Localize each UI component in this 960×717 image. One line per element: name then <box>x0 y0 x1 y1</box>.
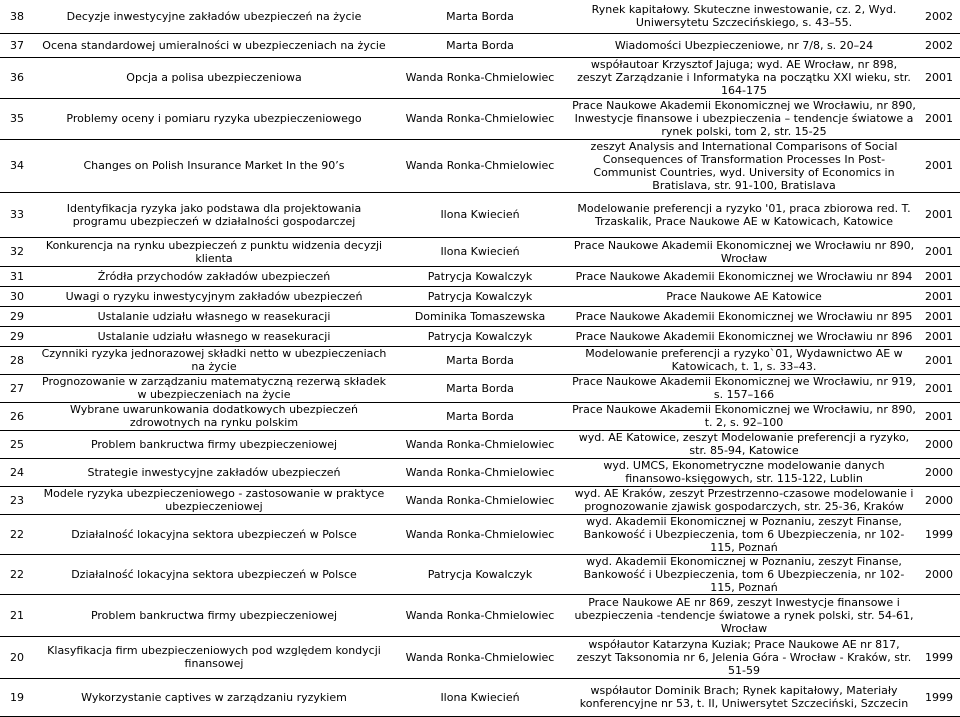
row-number: 31 <box>0 266 38 286</box>
row-number: 29 <box>0 326 38 346</box>
row-publication: wyd. UMCS, Ekonometryczne modelowanie danych finansowo-księgowych, str. 115-122, Lublin <box>570 458 918 486</box>
row-publication: wyd. Akademii Ekonomicznej w Poznaniu, zeszyt Finanse, Bankowość i Ubezpieczenia, tom 6 Ubezpieczenia, nr 102-115, Poznań <box>570 554 918 594</box>
row-year: 2002 <box>918 33 960 57</box>
row-publication: Modelowanie preferencji a ryzyko`01, Wydawnictwo AE w Katowicach, t. 1, s. 33–43. <box>570 346 918 374</box>
row-author: Wanda Ronka-Chmielowiec <box>390 98 570 139</box>
row-author: Wanda Ronka-Chmielowiec <box>390 139 570 192</box>
row-author: Wanda Ronka-Chmielowiec <box>390 514 570 554</box>
row-title: Działalność lokacyjna sektora ubezpieczeń w Polsce <box>38 554 390 594</box>
table-row <box>0 486 960 514</box>
row-publication: współautor Katarzyna Kuziak; Prace Naukowe AE nr 817, zeszyt Taksonomia nr 6, Jelenia Góra - Wrocław - Kraków, str. 51-59 <box>570 636 918 678</box>
row-year: 2000 <box>918 458 960 486</box>
table-row <box>0 678 960 716</box>
row-author: Patrycja Kowalczyk <box>390 326 570 346</box>
row-author: Marta Borda <box>390 0 570 33</box>
row-number: 34 <box>0 139 38 192</box>
row-title: Problem bankructwa firmy ubezpieczeniowej <box>38 430 390 458</box>
row-year: 2001 <box>918 139 960 192</box>
row-number: 22 <box>0 554 38 594</box>
table-row <box>0 458 960 486</box>
row-title: Wykorzystanie captives w zarządzaniu ryzykiem <box>38 678 390 716</box>
table-row <box>0 57 960 98</box>
row-year <box>918 594 960 636</box>
row-title: Źródła przychodów zakładów ubezpieczeń <box>38 266 390 286</box>
row-title: Konkurencja na rynku ubezpieczeń z punktu widzenia decyzji klienta <box>38 237 390 266</box>
row-title: Strategie inwestycyjne zakładów ubezpieczeń <box>38 458 390 486</box>
row-publication: Prace Naukowe Akademii Ekonomicznej we Wrocławiu, nr 890, t. 2, s. 92–100 <box>570 402 918 430</box>
row-year: 2002 <box>918 0 960 33</box>
row-number: 28 <box>0 346 38 374</box>
row-number: 37 <box>0 33 38 57</box>
row-author: Wanda Ronka-Chmielowiec <box>390 430 570 458</box>
row-number: 36 <box>0 57 38 98</box>
row-title: Klasyfikacja firm ubezpieczeniowych pod względem kondycji finansowej <box>38 636 390 678</box>
row-publication: Prace Naukowe AE nr 869, zeszyt Inwestycje finansowe i ubezpieczenia -tendencje światowe a rynek polski, str. 54-61, Wrocław <box>570 594 918 636</box>
row-year: 2001 <box>918 326 960 346</box>
row-title: Identyfikacja ryzyka jako podstawa dla projektowania programu ubezpieczeń w działalności gospodarczej <box>38 192 390 237</box>
row-publication: współautor Dominik Brach; Rynek kapitałowy, Materiały konferencyjne nr 53, t. II, Uniwersytet Szczeciński, Szczecin <box>570 678 918 716</box>
row-title: Ustalanie udziału własnego w reasekuracji <box>38 326 390 346</box>
table-row <box>0 192 960 237</box>
row-title: Changes on Polish Insurance Market In the 90’s <box>38 139 390 192</box>
row-author: Wanda Ronka-Chmielowiec <box>390 636 570 678</box>
row-year: 2001 <box>918 286 960 306</box>
row-publication: Modelowanie preferencji a ryzyko '01, praca zbiorowa red. T. Trzaskalik, Prace Naukowe AE w Katowicach, Katowice <box>570 192 918 237</box>
table-row <box>0 0 960 33</box>
row-number: 33 <box>0 192 38 237</box>
table-row <box>0 266 960 286</box>
row-publication: Prace Naukowe Akademii Ekonomicznej we Wrocławiu, nr 919, s. 157–166 <box>570 374 918 402</box>
row-title: Prognozowanie w zarządzaniu matematyczną rezerwą składek w ubezpieczeniach na życie <box>38 374 390 402</box>
row-title: Ustalanie udziału własnego w reasekuracji <box>38 306 390 326</box>
table-row <box>0 98 960 139</box>
row-year: 1999 <box>918 514 960 554</box>
table-row <box>0 306 960 326</box>
row-publication: Prace Naukowe Akademii Ekonomicznej we Wrocławiu nr 895 <box>570 306 918 326</box>
row-number: 24 <box>0 458 38 486</box>
row-year: 2001 <box>918 237 960 266</box>
row-number: 35 <box>0 98 38 139</box>
row-publication: Prace Naukowe AE Katowice <box>570 286 918 306</box>
row-number: 26 <box>0 402 38 430</box>
row-number: 25 <box>0 430 38 458</box>
row-number: 21 <box>0 594 38 636</box>
row-number: 29 <box>0 306 38 326</box>
row-number: 22 <box>0 514 38 554</box>
row-publication: wyd. AE Kraków, zeszyt Przestrzenno-czasowe modelowanie i prognozowanie zjawisk gospodarczych, str. 25-36, Kraków <box>570 486 918 514</box>
row-author: Patrycja Kowalczyk <box>390 554 570 594</box>
row-year: 2000 <box>918 554 960 594</box>
row-title: Problemy oceny i pomiaru ryzyka ubezpieczeniowego <box>38 98 390 139</box>
row-year: 2001 <box>918 346 960 374</box>
row-publication: Wiadomości Ubezpieczeniowe, nr 7/8, s. 20–24 <box>570 33 918 57</box>
row-title: Uwagi o ryzyku inwestycyjnym zakładów ubezpieczeń <box>38 286 390 306</box>
row-author: Ilona Kwiecień <box>390 237 570 266</box>
row-year: 2001 <box>918 57 960 98</box>
table-row <box>0 139 960 192</box>
row-number: 23 <box>0 486 38 514</box>
table-row <box>0 514 960 554</box>
table-row <box>0 346 960 374</box>
row-publication: wyd. Akademii Ekonomicznej w Poznaniu, zeszyt Finanse, Bankowość i Ubezpieczenia, tom 6 Ubezpieczenia, nr 102-115, Poznań <box>570 514 918 554</box>
row-number: 38 <box>0 0 38 33</box>
row-publication: Rynek kapitałowy. Skuteczne inwestowanie, cz. 2, Wyd. Uniwersytetu Szczecińskiego, s. 43–55. <box>570 0 918 33</box>
row-author: Ilona Kwiecień <box>390 192 570 237</box>
row-author: Patrycja Kowalczyk <box>390 286 570 306</box>
row-year: 2001 <box>918 306 960 326</box>
row-year: 1999 <box>918 636 960 678</box>
table-row <box>0 554 960 594</box>
table-row <box>0 430 960 458</box>
row-title: Modele ryzyka ubezpieczeniowego - zastosowanie w praktyce ubezpieczeniowej <box>38 486 390 514</box>
row-title: Decyzje inwestycyjne zakładów ubezpieczeń na życie <box>38 0 390 33</box>
row-year: 2001 <box>918 192 960 237</box>
table-row <box>0 33 960 57</box>
row-number: 32 <box>0 237 38 266</box>
row-publication: współautoar Krzysztof Jajuga; wyd. AE Wrocław, nr 898, zeszyt Zarządzanie i Informatyka na początku XXI wieku, str. 164-175 <box>570 57 918 98</box>
row-title: Wybrane uwarunkowania dodatkowych ubezpieczeń zdrowotnych na rynku polskim <box>38 402 390 430</box>
row-author: Wanda Ronka-Chmielowiec <box>390 486 570 514</box>
row-author: Marta Borda <box>390 402 570 430</box>
row-year: 2001 <box>918 98 960 139</box>
row-number: 30 <box>0 286 38 306</box>
row-year: 2000 <box>918 486 960 514</box>
row-author: Patrycja Kowalczyk <box>390 266 570 286</box>
row-number: 19 <box>0 678 38 716</box>
row-author: Wanda Ronka-Chmielowiec <box>390 458 570 486</box>
row-title: Działalność lokacyjna sektora ubezpieczeń w Polsce <box>38 514 390 554</box>
row-author: Ilona Kwiecień <box>390 678 570 716</box>
table-row <box>0 636 960 678</box>
row-author: Dominika Tomaszewska <box>390 306 570 326</box>
row-title: Opcja a polisa ubezpieczeniowa <box>38 57 390 98</box>
table-row <box>0 237 960 266</box>
row-year: 1999 <box>918 678 960 716</box>
row-year: 2000 <box>918 430 960 458</box>
row-title: Ocena standardowej umieralności w ubezpieczeniach na życie <box>38 33 390 57</box>
row-year: 2001 <box>918 402 960 430</box>
row-author: Marta Borda <box>390 374 570 402</box>
row-publication: Prace Naukowe Akademii Ekonomicznej we Wrocławiu nr 890, Wrocław <box>570 237 918 266</box>
row-title: Problem bankructwa firmy ubezpieczeniowej <box>38 594 390 636</box>
row-number: 27 <box>0 374 38 402</box>
table-row <box>0 286 960 306</box>
row-publication: Prace Naukowe Akademii Ekonomicznej we Wrocławiu nr 896 <box>570 326 918 346</box>
row-title: Czynniki ryzyka jednorazowej składki netto w ubezpieczeniach na życie <box>38 346 390 374</box>
row-publication: Prace Naukowe Akademii Ekonomicznej we Wrocławiu, nr 890, Inwestycje finansowe i ubezpieczenia – tendencje światowe a rynek polski, tom 2, str. 15-25 <box>570 98 918 139</box>
row-year: 2001 <box>918 266 960 286</box>
table-row <box>0 326 960 346</box>
row-publication: wyd. AE Katowice, zeszyt Modelowanie preferencji a ryzyko, str. 85-94, Katowice <box>570 430 918 458</box>
row-author: Marta Borda <box>390 33 570 57</box>
row-publication: zeszyt Analysis and International Comparisons of Social Consequences of Transformation Processes In Post-Communist Countries, wyd. University of Economics in Bratislava, str. 91-100, Bratislava <box>570 139 918 192</box>
table-row <box>0 594 960 636</box>
row-author: Wanda Ronka-Chmielowiec <box>390 57 570 98</box>
row-publication: Prace Naukowe Akademii Ekonomicznej we Wrocławiu nr 894 <box>570 266 918 286</box>
table-row <box>0 402 960 430</box>
row-number: 20 <box>0 636 38 678</box>
row-author: Wanda Ronka-Chmielowiec <box>390 594 570 636</box>
row-author: Marta Borda <box>390 346 570 374</box>
table-row <box>0 374 960 402</box>
row-year: 2001 <box>918 374 960 402</box>
